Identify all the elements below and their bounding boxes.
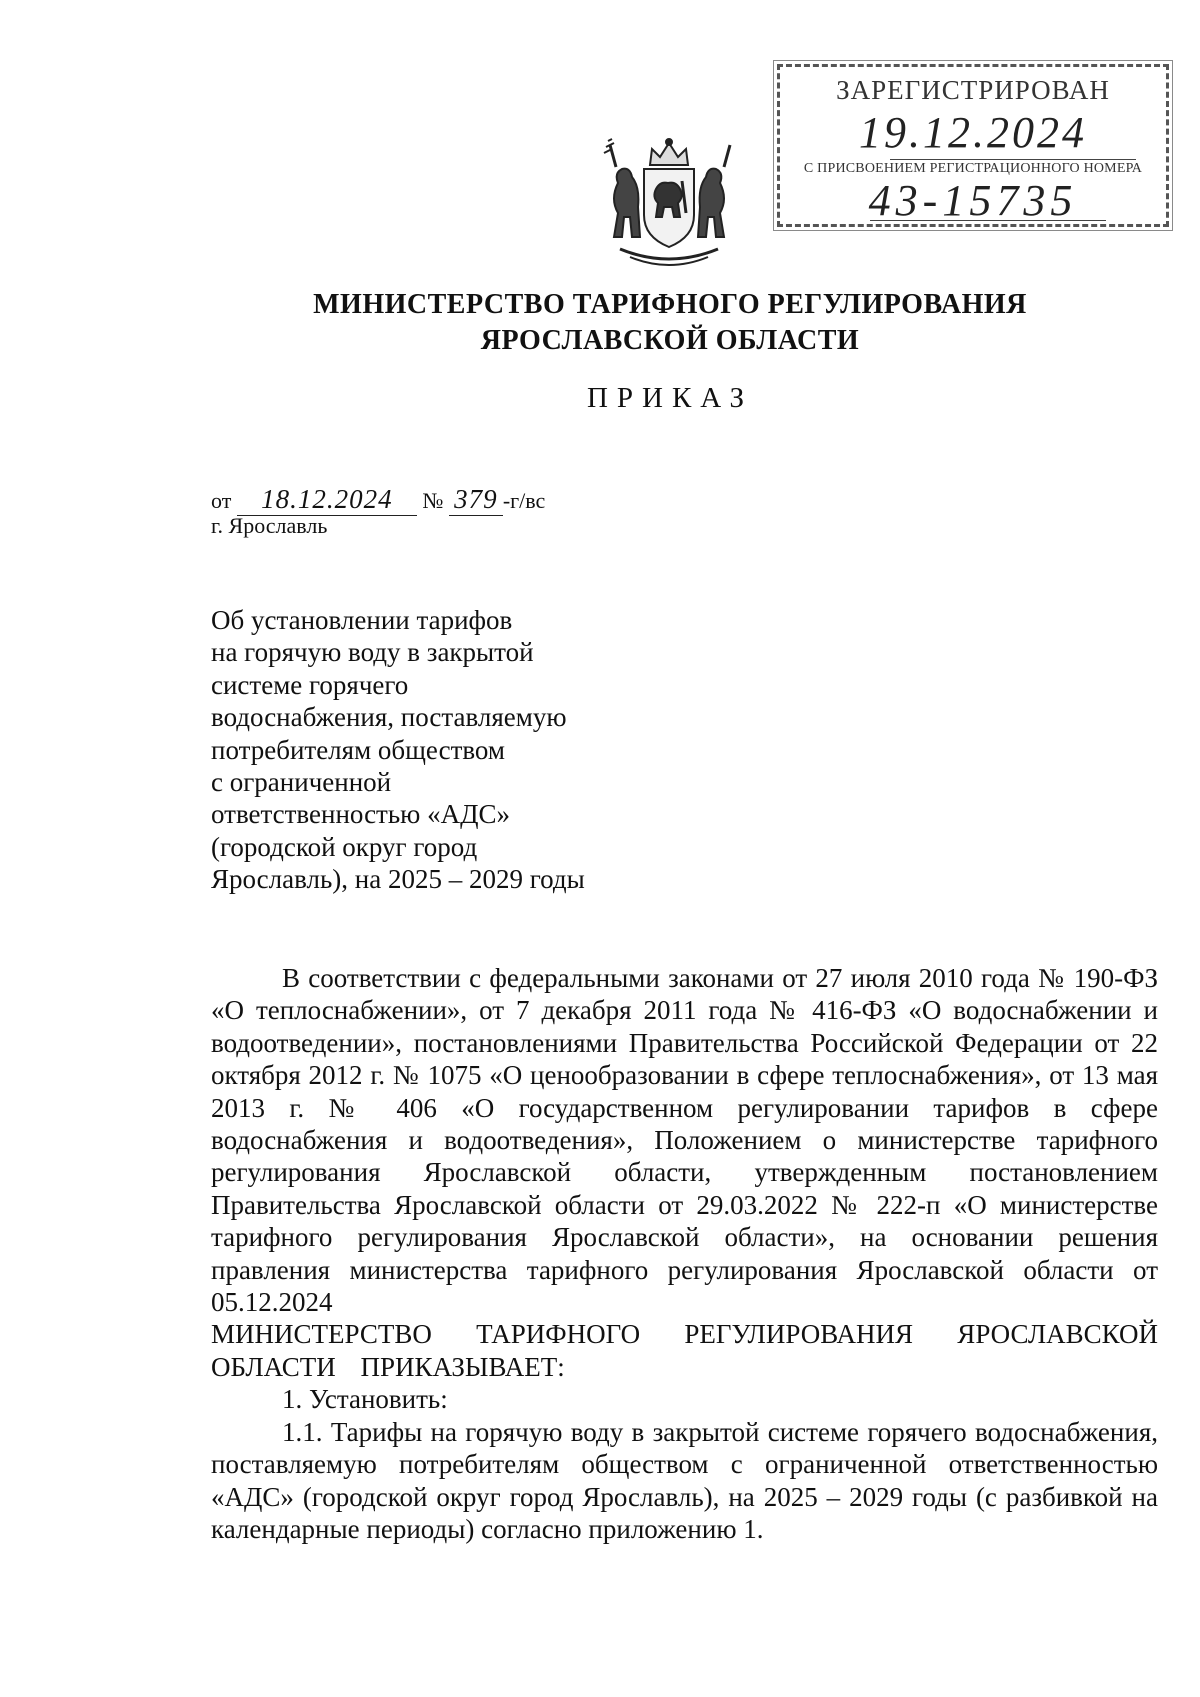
- order-city: г. Ярославль: [211, 513, 328, 538]
- stamp-date: 19.12.2024: [859, 108, 1087, 157]
- subject-line: водоснабжения, поставляемую: [211, 702, 567, 733]
- ministry-name: [0, 287, 1200, 359]
- stamp-number-underline: [870, 220, 1106, 221]
- ministry-name-line1: МИНИСТЕРСТВО ТАРИФНОГО РЕГУЛИРОВАНИЯ: [313, 289, 1027, 320]
- item-1: 1. Установить:: [282, 1384, 448, 1415]
- item-1-1: 1.1. Тарифы на горячую воду в закрытой системе горячего водоснабжения, поставляемую потребителям обществом с ограниченной ответственностью «АДС» (городской округ город Ярославль), на 2025 – 2029 годы (с разбивкой на календарные периоды) согласно приложению 1.: [211, 1416, 1158, 1544]
- subject-line: ответственностью «АДС»: [211, 799, 511, 830]
- number-label: №: [422, 488, 444, 513]
- order-body: [211, 962, 1158, 1545]
- order-date: 18.12.2024: [237, 484, 417, 516]
- subject-line: на горячую воду в закрытой: [211, 637, 534, 668]
- subject-line: Об установлении тарифов: [211, 605, 513, 635]
- subject-line: потребителям обществом: [211, 734, 506, 765]
- order-subject: [211, 604, 631, 896]
- order-number-suffix: -г/вс: [502, 488, 546, 513]
- stamp-title: ЗАРЕГИСТРИРОВАН: [836, 75, 1110, 105]
- from-label: от: [211, 488, 232, 513]
- registration-stamp: [777, 64, 1169, 227]
- subject-line: (городской округ город: [211, 831, 478, 862]
- order-number: 379: [449, 484, 503, 516]
- stamp-registration-number: 43-15735: [868, 176, 1078, 225]
- subject-line: с ограниченной: [211, 767, 392, 798]
- coat-of-arms-icon: [600, 137, 738, 273]
- stamp-date-underline: [890, 159, 1136, 160]
- subject-line: системе горячего: [211, 669, 409, 700]
- order-dateline: [211, 484, 545, 516]
- document-type-title: ПРИКАЗ: [586, 382, 754, 414]
- stamp-caption: С ПРИСВОЕНИЕМ РЕГИСТРАЦИОННОГО НОМЕРА: [803, 161, 1143, 176]
- subject-line: Ярославль), на 2025 – 2029 годы: [211, 864, 585, 895]
- ministry-name-line2: ЯРОСЛАВСКОЙ ОБЛАСТИ: [480, 325, 860, 356]
- decree-paragraph: МИНИСТЕРСТВО ТАРИФНОГО РЕГУЛИРОВАНИЯ ЯРОСЛАВСКОЙ ОБЛАСТИ ПРИКАЗЫВАЕТ:: [211, 1319, 1158, 1382]
- preamble-paragraph: В соответствии с федеральными законами от 27 июля 2010 года № 190-ФЗ «О теплоснабжении», от 7 декабря 2011 года № 416-ФЗ «О водоснабжении и водоотведении», постановлениями Правительства Российской Федерации от 22 октября 2012 г. № 1075 «О ценообразовании в сфере теплоснабжения», от 13 мая 2013 г. № 406 «О государственном регулировании тарифов в сфере водоснабжения и водоотведения», Положением о министерстве тарифного регулирования Ярославской области, утвержденным постановлением Правительства Ярославской области от 29.03.2022 № 222-п «О министерстве тарифного регулирования Ярославской области», на основании решения правления министерства тарифного регулирования Ярославской области от 05.12.2024: [211, 963, 1158, 1318]
